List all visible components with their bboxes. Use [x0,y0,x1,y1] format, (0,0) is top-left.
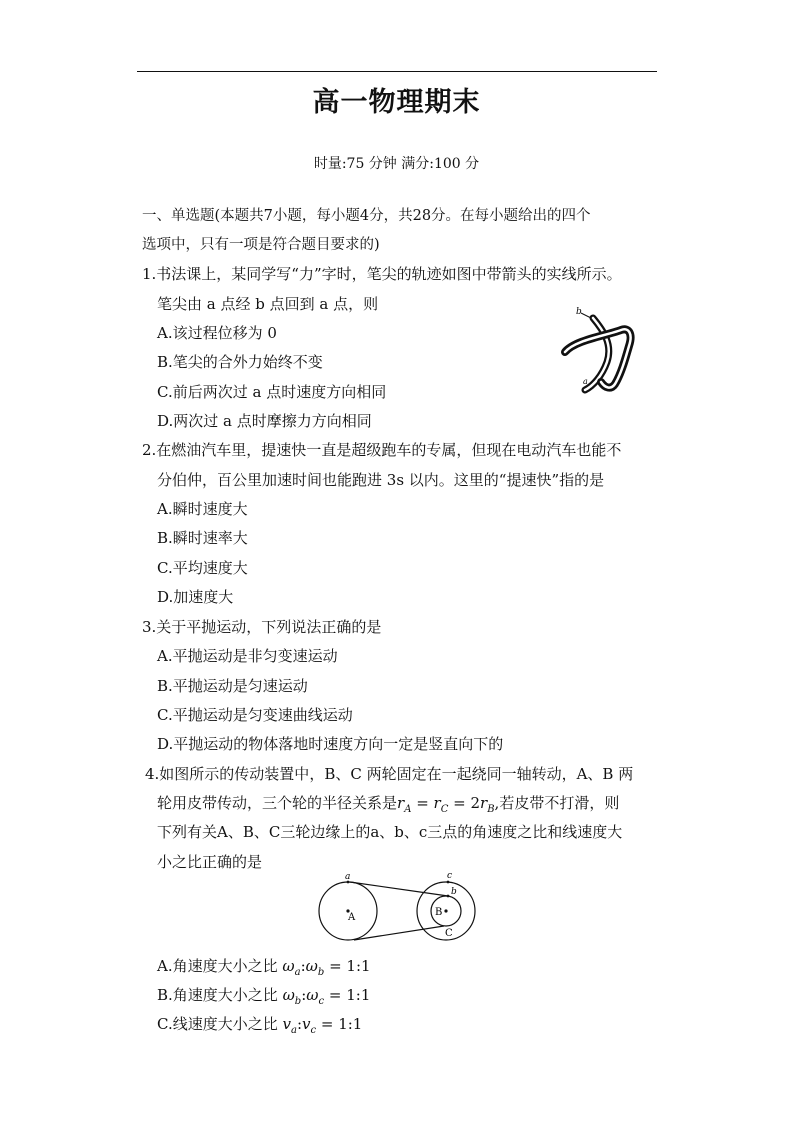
q2-stem-line1: 2.在燃油汽车里，提速快一直是超级跑车的专属，但现在电动汽车也能不 [142,441,622,459]
q4-radius-formula: $r_A = r_C = 2r_B$ [397,794,495,815]
q4-stem-line1: 4.如图所示的传动装置中，B、C 两轮固定在一起绕同一轴转动，A、B 两 [145,765,634,783]
q4-label-wheel-c: C [445,928,453,939]
q1-label-a: a [583,377,588,386]
page-title: 高一物理期末 [312,87,481,118]
q2-option-c: C.平均速度大 [157,559,248,577]
q3-stem: 3.关于平抛运动，下列说法正确的是 [142,618,382,636]
q4-stem-line3: 下列有关A、B、C三轮边缘上的a、b、c三点的角速度之比和线速度大 [157,823,623,841]
q2-option-a: A.瞬时速度大 [157,500,248,518]
section-heading-line1: 一、单选题(本题共7小题，每小题4分，共28分。在每小题给出的四个 [142,208,591,224]
q1-option-c: C.前后两次过 a 点时速度方向相同 [157,383,387,401]
q3-option-d: D.平抛运动的物体落地时速度方向一定是竖直向下的 [157,735,504,753]
q3-option-a: A.平抛运动是非匀变速运动 [157,647,338,665]
q4-stem-line4: 小之比正确的是 [157,853,263,871]
q1-option-d: D.两次过 a 点时摩擦力方向相同 [157,412,372,430]
q4-label-c-point: c [447,871,453,881]
section-heading-line2: 选项中，只有一项是符合题目要求的) [142,237,380,253]
q2-option-d: D.加速度大 [157,588,234,606]
q4-option-c: C.线速度大小之比 $v_a:v_c$ = 1:1 [157,1015,363,1036]
exam-info: 时量:75 分钟 满分:100 分 [313,156,480,172]
q2-option-b: B.瞬时速率大 [157,529,248,547]
q4-option-a: A.角速度大小之比 $\omega_a:\omega_b$ = 1:1 [157,957,371,978]
q3-option-c: C.平抛运动是匀变速曲线运动 [157,706,353,724]
q4-label-wheel-a: A [348,912,356,923]
q1-label-b: b [576,307,582,317]
q1-brush-figure [555,300,645,395]
q1-stem-line2: 笔尖由 a 点经 b 点回到 a 点，则 [157,295,379,313]
belt-top [350,882,448,896]
q4-label-b-point: b [451,887,457,897]
q4-label-a-point: a [345,872,351,882]
q4-pulley-figure [310,868,490,948]
q4-stem-line2-tail: ,若皮带不打滑，则 [494,794,620,812]
q2-stem-line2: 分伯仲，百公里加速时间也能跑进 3s 以内。这里的“提速快”指的是 [157,471,605,489]
q1-option-a: A.该过程位移为 0 [157,324,277,342]
q4-stem-line2 [157,793,619,820]
q4-stem-line2-text: 轮用皮带传动，三个轮的半径关系是 [157,794,398,812]
q4-option-b: B.角速度大小之比 $\omega_b:\omega_c$ = 1:1 [157,986,371,1007]
q3-option-b: B.平抛运动是匀速运动 [157,677,308,695]
q1-stem-line1: 1.书法课上，某同学写“力”字时，笔尖的轨迹如图中带箭头的实线所示。 [142,265,622,283]
header-rule [137,71,657,72]
q1-option-b: B.笔尖的合外力始终不变 [157,353,323,371]
q4-label-wheel-b: B [435,907,443,918]
